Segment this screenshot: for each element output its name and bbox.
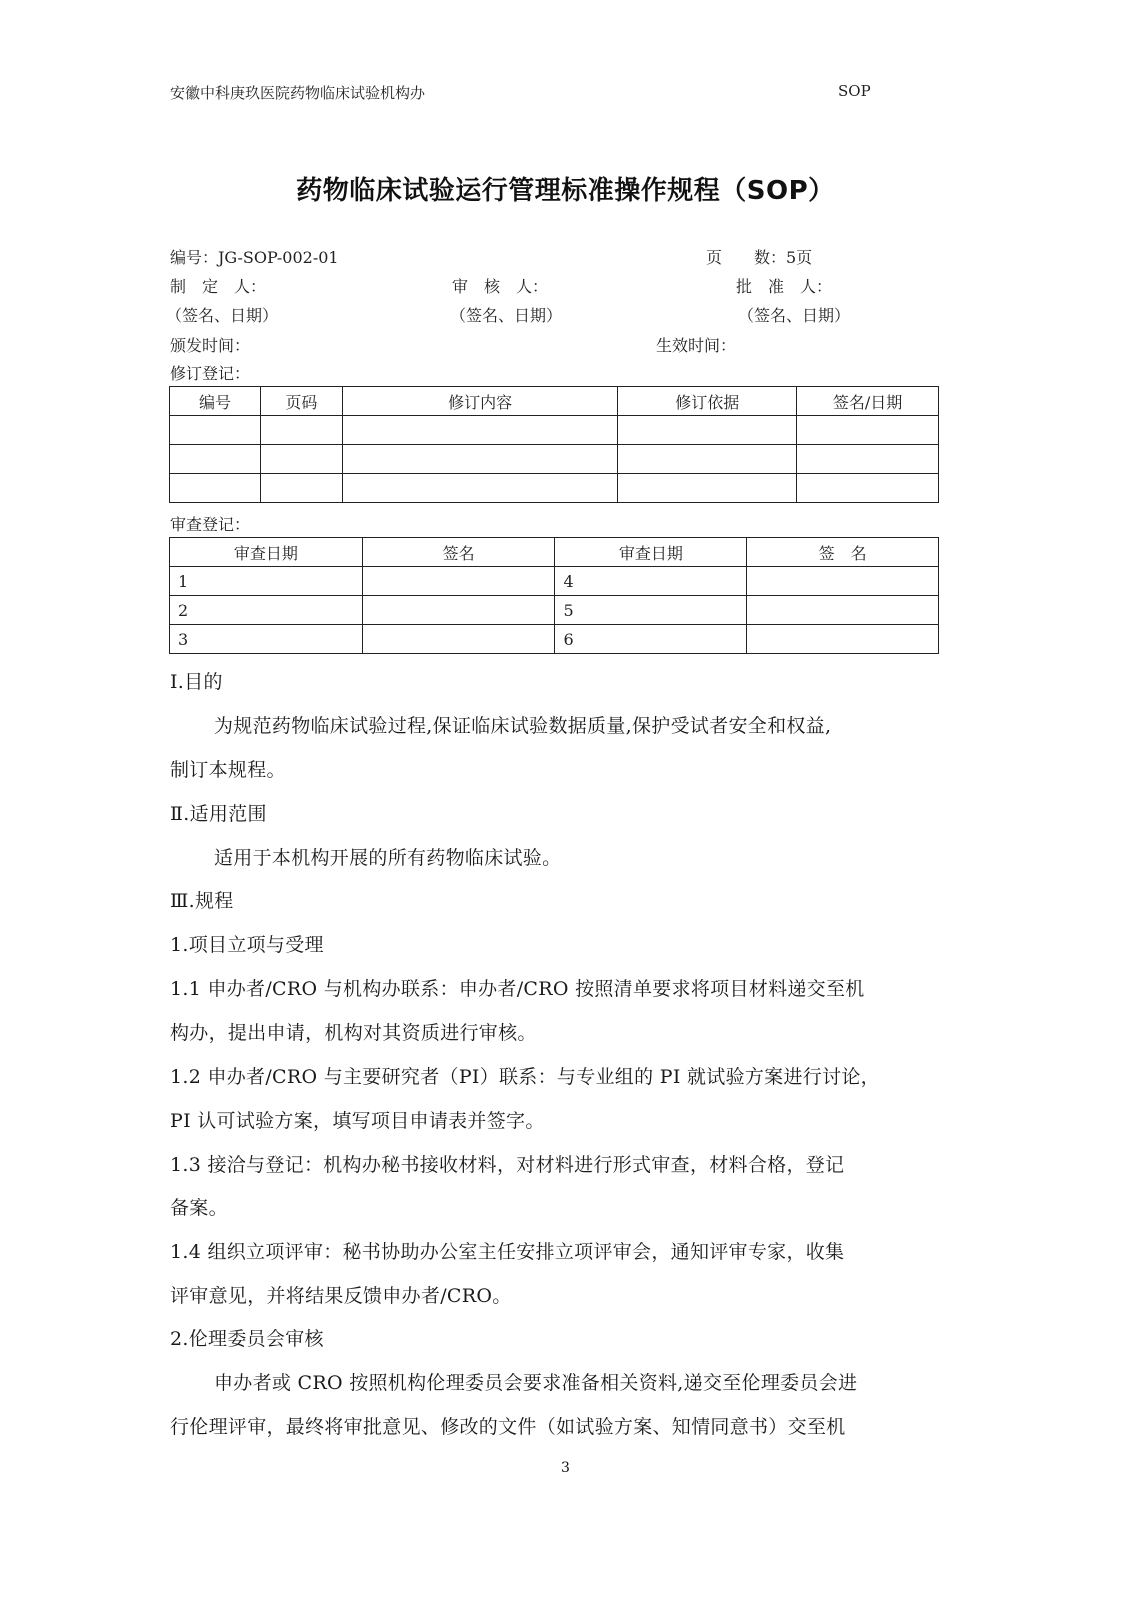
table-cell xyxy=(747,625,939,654)
doc-number: 编号：JG-SOP-002-01 xyxy=(170,248,339,267)
revision-header-cell: 编号 xyxy=(170,387,261,416)
table-cell xyxy=(747,567,939,596)
author-sign-date: （签名、日期） xyxy=(166,306,279,325)
section-heading-purpose: Ⅰ.目的 xyxy=(170,671,223,693)
revision-header-cell: 修订依据 xyxy=(618,387,797,416)
table-cell xyxy=(342,416,618,445)
revision-label: 修订登记： xyxy=(170,364,251,383)
table-cell: 4 xyxy=(555,567,747,596)
table-row xyxy=(170,474,939,503)
page-title: 药物临床试验运行管理标准操作规程（SOP） xyxy=(296,176,835,206)
table-cell xyxy=(260,416,342,445)
item-1-2-line1: 1.2 申办者/CRO 与主要研究者（PI）联系：与专业组的 PI 就试验方案进行讨论， xyxy=(170,1066,880,1088)
table-cell xyxy=(170,445,261,474)
table-cell xyxy=(260,474,342,503)
table-cell xyxy=(618,416,797,445)
subsection-heading-1: 1.项目立项与受理 xyxy=(170,934,324,956)
purpose-paragraph-line1: 为规范药物临床试验过程,保证临床试验数据质量,保护受试者安全和权益, xyxy=(214,715,832,737)
review-header-row xyxy=(170,538,939,567)
table-cell: 5 xyxy=(555,596,747,625)
approver-sign-date: （签名、日期） xyxy=(738,306,851,325)
table-row xyxy=(170,596,939,625)
review-header-cell: 签 名 xyxy=(747,538,939,567)
page-number: 3 xyxy=(561,1460,570,1476)
table-cell xyxy=(170,416,261,445)
table-cell xyxy=(747,596,939,625)
item-1-1-line1: 1.1 申办者/CRO 与机构办联系：申办者/CRO 按照清单要求将项目材料递交至机 xyxy=(170,978,865,1000)
table-row xyxy=(170,445,939,474)
header-org: 安徽中科庚玖医院药物临床试验机构办 xyxy=(170,84,426,102)
table-cell xyxy=(797,416,939,445)
item-1-1-line2: 构办，提出申请，机构对其资质进行审核。 xyxy=(170,1022,537,1044)
table-cell: 3 xyxy=(170,625,363,654)
review-label: 审查登记： xyxy=(170,515,251,534)
reviewer-label: 审 核 人： xyxy=(452,277,549,296)
revision-header-cell: 签名/日期 xyxy=(797,387,939,416)
review-header-cell: 签名 xyxy=(362,538,555,567)
item-1-3-line1: 1.3 接洽与登记：机构办秘书接收材料，对材料进行形式审查，材料合格，登记 xyxy=(170,1154,845,1176)
table-cell xyxy=(797,474,939,503)
reviewer-sign-date: （签名、日期） xyxy=(450,306,563,325)
section-heading-procedure: Ⅲ.规程 xyxy=(170,890,234,912)
author-label: 制 定 人： xyxy=(170,277,267,296)
table-cell: 1 xyxy=(170,567,363,596)
item-1-4-line1: 1.4 组织立项评审：秘书协助办公室主任安排立项评审会，通知评审专家，收集 xyxy=(170,1241,845,1263)
effective-time-label: 生效时间： xyxy=(656,336,737,355)
review-header-cell: 审查日期 xyxy=(555,538,747,567)
review-header-cell: 审查日期 xyxy=(170,538,363,567)
item-1-4-line2: 评审意见，并将结果反馈申办者/CRO。 xyxy=(170,1285,512,1307)
purpose-paragraph-line2: 制订本规程。 xyxy=(170,759,286,781)
table-row xyxy=(170,625,939,654)
table-cell xyxy=(618,445,797,474)
revision-header-cell: 修订内容 xyxy=(342,387,618,416)
item-1-3-line2: 备案。 xyxy=(170,1197,228,1219)
table-cell xyxy=(362,567,555,596)
scope-paragraph: 适用于本机构开展的所有药物临床试验。 xyxy=(214,847,562,869)
item-1-2-line2: PI 认可试验方案，填写项目申请表并签字。 xyxy=(170,1110,545,1132)
subsection-heading-2: 2.伦理委员会审核 xyxy=(170,1328,324,1350)
table-cell xyxy=(797,445,939,474)
table-cell xyxy=(260,445,342,474)
table-cell xyxy=(362,596,555,625)
item-2-line1: 申办者或 CRO 按照机构伦理委员会要求准备相关资料,递交至伦理委员会进 xyxy=(214,1372,858,1394)
revision-header-cell: 页码 xyxy=(260,387,342,416)
table-cell xyxy=(342,474,618,503)
review-table xyxy=(169,537,939,654)
table-row xyxy=(170,416,939,445)
approver-label: 批 准 人： xyxy=(736,277,833,296)
table-cell xyxy=(618,474,797,503)
revision-header-row xyxy=(170,387,939,416)
issue-time-label: 颁发时间： xyxy=(170,336,251,355)
header-tag: SOP xyxy=(838,82,871,100)
table-cell: 2 xyxy=(170,596,363,625)
table-cell xyxy=(170,474,261,503)
section-heading-scope: Ⅱ.适用范围 xyxy=(170,803,267,825)
revision-table xyxy=(169,386,939,503)
page-count: 页 数：5页 xyxy=(706,248,813,267)
item-2-line2: 行伦理评审，最终将审批意见、修改的文件（如试验方案、知情同意书）交至机 xyxy=(170,1416,846,1438)
table-cell xyxy=(362,625,555,654)
table-row xyxy=(170,567,939,596)
table-cell xyxy=(342,445,618,474)
table-cell: 6 xyxy=(555,625,747,654)
